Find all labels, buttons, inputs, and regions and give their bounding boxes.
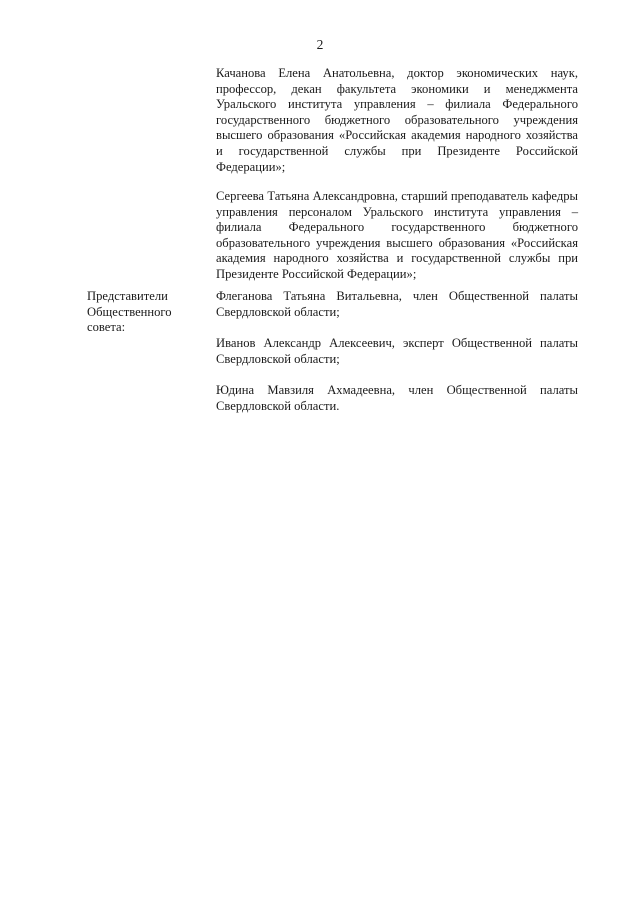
member-entry-kachanova: Качанова Елена Анатольевна, доктор экономических наук, профессор, декан факультета экономики и менеджмента Уральского института управления – филиала Федерального государственного бюджетного образовательного учреждения высшего образования «Российская академия народного хозяйства и государственной службы при Президенте Российской Федерации»;	[216, 66, 578, 174]
section-label-line: Общественного	[87, 304, 172, 319]
page-number: 2	[316, 37, 324, 52]
member-entry-ivanov: Иванов Александр Алексеевич, эксперт Общественной палаты Свердловской области;	[216, 336, 578, 366]
member-entry-sergeeva: Сергеева Татьяна Александровна, старший преподаватель кафедры управления персоналом Уральского института управления – филиала Федерального государственного бюджетного образовательного учреждения высшего образования «Российская академия народного хозяйства и государственной службы при Президенте Российской Федерации»;	[216, 189, 578, 281]
section-label-public-council	[87, 289, 197, 336]
member-entry-yudina: Юдина Мавзиля Ахмадеевна, член Общественной палаты Свердловской области.	[216, 383, 578, 413]
member-entry-fleganova: Флеганова Татьяна Витальевна, член Общественной палаты Свердловской области;	[216, 289, 578, 319]
section-label-line: Представители	[87, 289, 168, 303]
section-label-line: совета:	[87, 320, 126, 335]
